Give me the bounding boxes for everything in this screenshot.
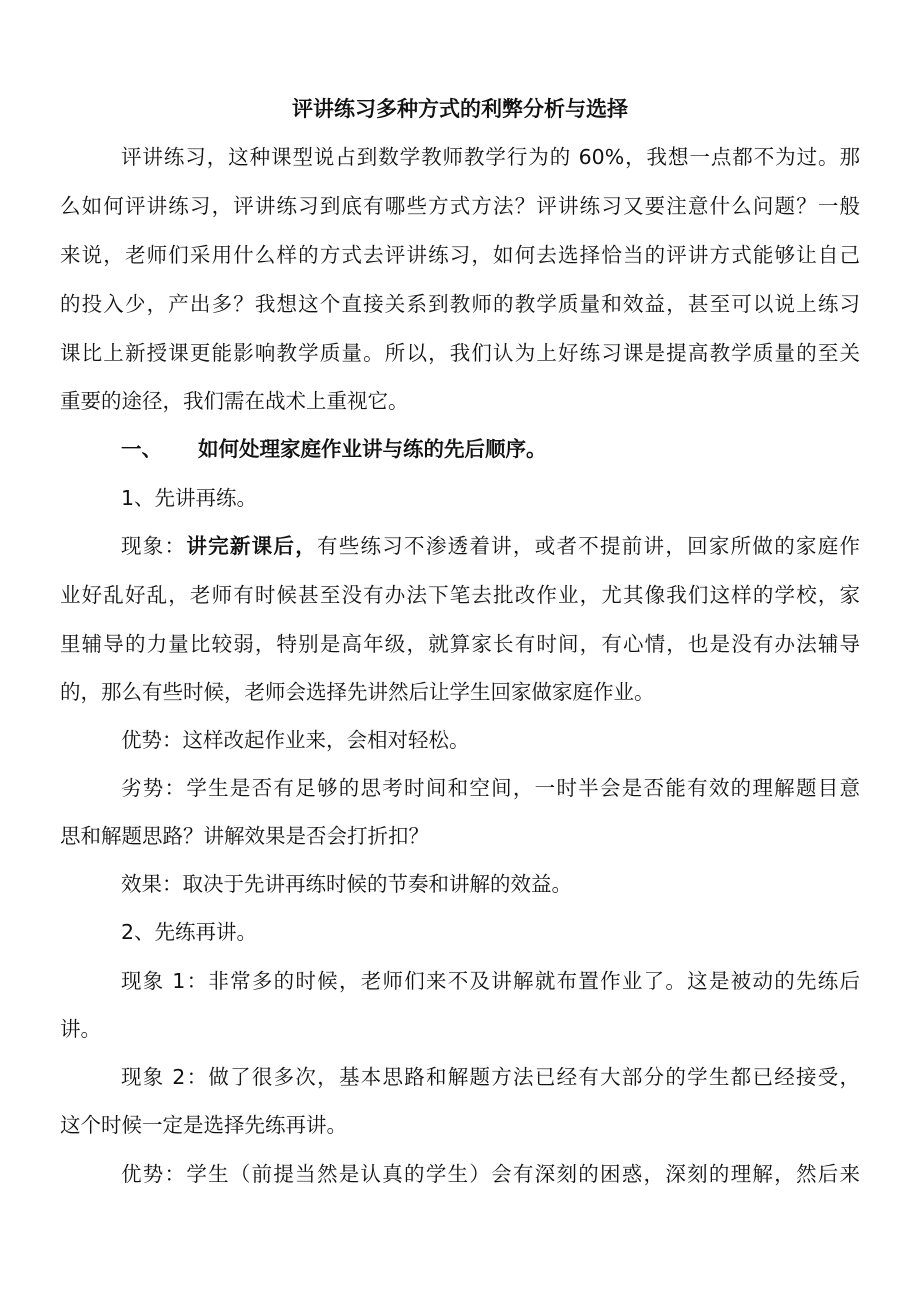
- advantage-line: 优势：这样改起作业来，会相对轻松。: [121, 728, 470, 752]
- effect-line: 效果：取决于先讲再练时候的节奏和讲解的效益。: [121, 872, 572, 896]
- phenomenon-label: 现象：: [121, 534, 187, 558]
- intro-line-4: 的投入少，产出多？我想这个直接关系到教师的教学质量和效益，甚至可以说上练习: [60, 292, 860, 316]
- disadvantage-line-2: 思和解题思路？讲解效果是否会打折扣？: [60, 824, 429, 848]
- phenomenon-line-1: [121, 531, 860, 561]
- advantage2-line-1: 优势：学生（前提当然是认真的学生）会有深刻的困惑，深刻的理解，然后来: [121, 1162, 860, 1186]
- phenomenon-text: 有些练习不渗透着讲，或者不提前讲，回家所做的家庭作: [316, 534, 861, 558]
- phenomenon-line-3: 里辅导的力量比较弱，特别是高年级，就算家长有时间，有心情，也是没有办法辅导: [60, 632, 860, 656]
- phenomenon1-line-1: 现象 1：非常多的时候，老师们来不及讲解就布置作业了。这是被动的先练后: [121, 969, 860, 993]
- intro-line-1: 评讲练习，这种课型说占到数学教师教学行为的 60%，我想一点都不为过。那: [121, 145, 860, 169]
- intro-line-3: 来说，老师们采用什么样的方式去评讲练习，如何去选择恰当的评讲方式能够让自己: [60, 243, 860, 267]
- phenomenon2-line-2: 这个时候一定是选择先练再讲。: [60, 1113, 347, 1137]
- document-title: 评讲练习多种方式的利弊分析与选择: [292, 97, 628, 121]
- phenomenon-line-4: 的，那么有些时候，老师会选择先讲然后让学生回家做家庭作业。: [60, 680, 655, 704]
- intro-line-5: 课比上新授课更能影响教学质量。所以，我们认为上好练习课是提高教学质量的至关: [60, 341, 860, 365]
- section-heading-text: 如何处理家庭作业讲与练的先后顺序。: [198, 437, 547, 461]
- phenomenon-bold-text: 讲完新课后，: [186, 534, 317, 558]
- phenomenon1-line-2: 讲。: [60, 1017, 101, 1041]
- intro-line-6: 重要的途径，我们需在战术上重视它。: [60, 389, 409, 413]
- intro-line-2: 么如何评讲练习，评讲练习到底有哪些方式方法？评讲练习又要注意什么问题？一般: [60, 194, 860, 218]
- subheading-1: 1、先讲再练。: [121, 486, 258, 510]
- phenomenon-line-2: 业好乱好乱，老师有时候甚至没有办法下笔去批改作业，尤其像我们这样的学校，家: [60, 583, 860, 607]
- phenomenon2-line-1: 现象 2：做了很多次，基本思路和解题方法已经有大部分的学生都已经接受，: [121, 1065, 860, 1089]
- subheading-2: 2、先练再讲。: [121, 920, 258, 944]
- disadvantage-line-1: 劣势：学生是否有足够的思考时间和空间，一时半会是否能有效的理解题目意: [121, 776, 860, 800]
- section-heading-1: [121, 434, 860, 464]
- section-number: 一、: [121, 437, 162, 461]
